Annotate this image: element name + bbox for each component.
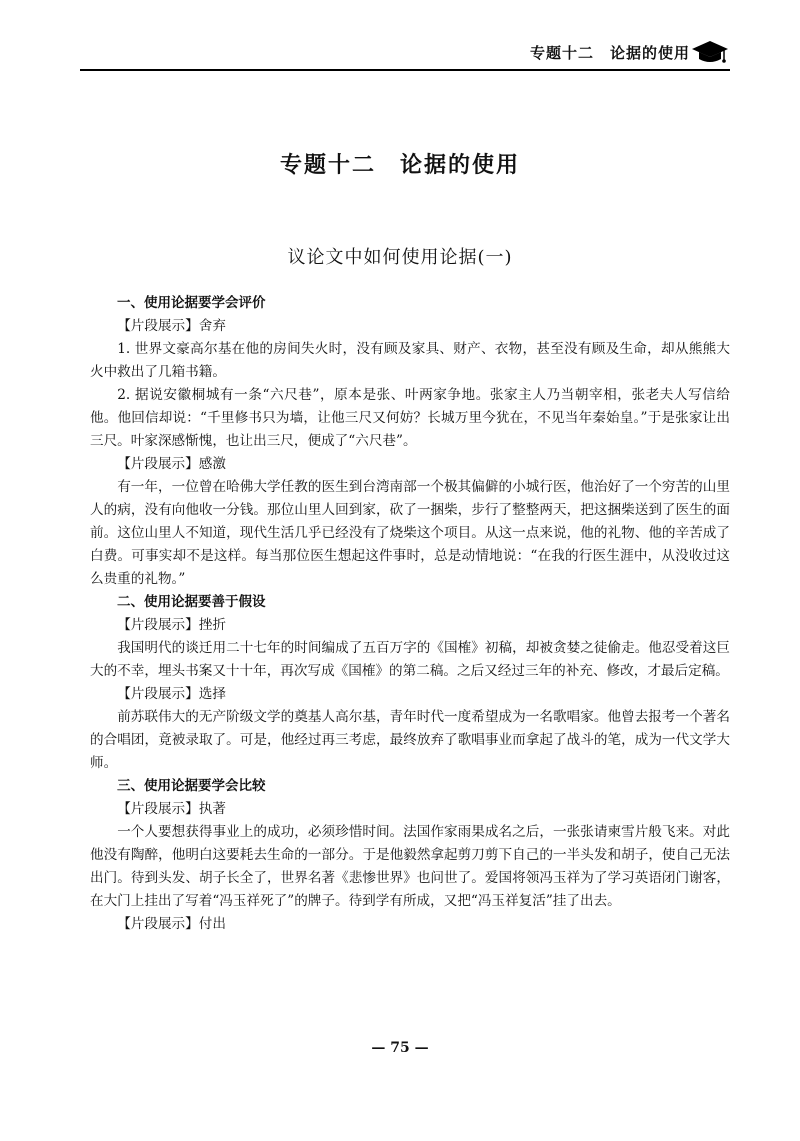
page-title: 专题十二 论据的使用 xyxy=(279,153,520,178)
excerpt-label: 【片段展示】执著 xyxy=(117,801,226,817)
header-rule xyxy=(80,69,730,71)
graduation-cap-icon xyxy=(690,38,730,64)
excerpt-label: 【片段展示】舍弃 xyxy=(117,318,226,334)
section-subtitle: 议论文中如何使用论据(一) xyxy=(287,247,513,268)
paragraph: 1. 世界文豪高尔基在他的房间失火时，没有顾及家具、财产、衣物，甚至没有顾及生命，却从熊熊大火中救出了几箱书籍。 xyxy=(90,341,730,380)
excerpt-label: 【片段展示】挫折 xyxy=(117,617,226,633)
page-number: — 75 — xyxy=(371,1040,429,1056)
paragraph: 一个人要想获得事业上的成功，必须珍惜时间。法国作家雨果成名之后，一张张请柬雪片般飞来。对此他没有陶醉，他明白这要耗去生命的一部分。于是他毅然拿起剪刀剪下自己的一半头发和胡子，使自己无法出门。待到头发、胡子长全了，世界名著《悲惨世界》也问世了。爱国将领冯玉祥为了学习英语闭门谢客，在大门上挂出了写着“冯玉祥死了”的牌子。待到学有所成，又把“冯玉祥复活”挂了出去。 xyxy=(90,824,730,909)
running-header xyxy=(80,36,730,70)
body-content xyxy=(90,292,730,936)
paragraph: 前苏联伟大的无产阶级文学的奠基人高尔基，青年时代一度希望成为一名歌唱家。他曾去报考一个著名的合唱团，竟被录取了。可是，他经过再三考虑，最终放弃了歌唱事业而拿起了战斗的笔，成为一代文学大师。 xyxy=(90,709,730,771)
section-heading: 三、使用论据要学会比较 xyxy=(117,778,266,794)
excerpt-label: 【片段展示】选择 xyxy=(117,686,226,702)
section-heading: 二、使用论据要善于假设 xyxy=(117,594,266,610)
excerpt-label: 【片段展示】感激 xyxy=(117,456,226,472)
excerpt-label: 【片段展示】付出 xyxy=(117,916,226,932)
paragraph: 有一年，一位曾在哈佛大学任教的医生到台湾南部一个极其偏僻的小城行医，他治好了一个穷苦的山里人的病，没有向他收一分钱。那位山里人回到家，砍了一捆柴，步行了整整两天，把这捆柴送到了医生的面前。这位山里人不知道，现代生活几乎已经没有了烧柴这个项目。从这一点来说，他的礼物、他的辛苦成了白费。可事实却不是这样。每当那位医生想起这件事时，总是动情地说：“在我的行医生涯中，从没收过这么贵重的礼物。” xyxy=(90,479,730,587)
paragraph: 2. 据说安徽桐城有一条“六尺巷”，原本是张、叶两家争地。张家主人乃当朝宰相，张老夫人写信给他。他回信却说：“千里修书只为墙，让他三尺又何妨？长城万里今犹在，不见当年秦始皇。”于是张家让出三尺。叶家深感惭愧，也让出三尺，便成了“六尺巷”。 xyxy=(90,387,730,449)
section-heading: 一、使用论据要学会评价 xyxy=(117,295,266,311)
paragraph: 我国明代的谈迁用二十七年的时间编成了五百万字的《国榷》初稿，却被贪婪之徒偷走。他忍受着这巨大的不幸，埋头书案又十十年，再次写成《国榷》的第二稿。之后又经过三年的补充、修改，才最后定稿。 xyxy=(90,640,730,679)
running-title: 专题十二 论据的使用 xyxy=(529,44,690,62)
